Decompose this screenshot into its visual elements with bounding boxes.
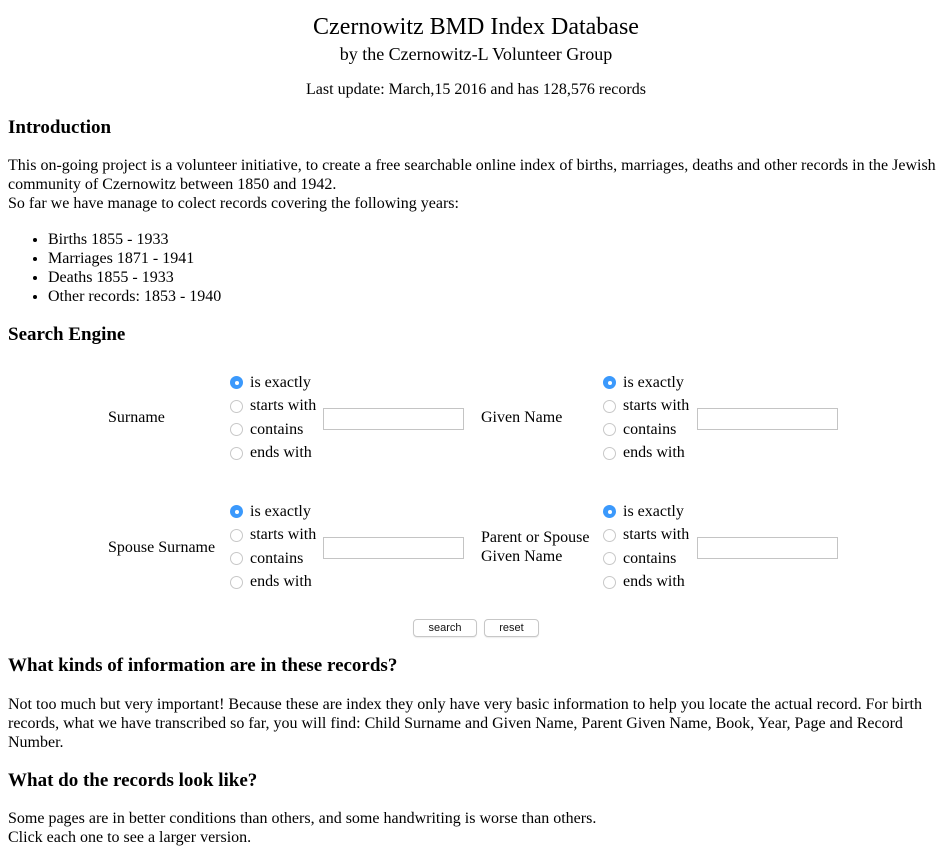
given-name-option-ends-with[interactable] — [603, 442, 689, 466]
radio-unchecked-icon[interactable] — [603, 400, 616, 413]
parent-spouse-option-is-exactly[interactable] — [603, 500, 689, 524]
given-name-input[interactable] — [697, 408, 838, 430]
option-label: ends with — [250, 573, 312, 591]
parent-spouse-option-ends-with[interactable] — [603, 571, 689, 595]
years-item-other: • Other records: 1853 - 1940 — [48, 287, 221, 306]
records-line-1: Some pages are in better conditions than others, and some handwriting is worse than others. — [8, 810, 597, 827]
years-item-marriages: • Marriages 1871 - 1941 — [48, 249, 221, 268]
intro-line-1: This on-going project is a volunteer initiative, to create a free searchable online index of births, marriages, deaths and other records in the Jewish — [8, 157, 936, 174]
surname-option-starts-with[interactable] — [230, 395, 316, 419]
search-button[interactable]: search — [413, 619, 477, 637]
radio-unchecked-icon[interactable] — [603, 529, 616, 542]
info-line-1: Not too much but very important! Because these are index they only have very basic information to help you locate the actual record. For birth — [8, 696, 922, 713]
spouse-surname-match-options — [230, 500, 316, 594]
info-paragraph — [8, 695, 944, 752]
years-list — [8, 230, 221, 306]
radio-checked-icon[interactable] — [603, 505, 616, 518]
radio-unchecked-icon[interactable] — [603, 552, 616, 565]
radio-checked-icon[interactable] — [603, 376, 616, 389]
option-label: starts with — [250, 397, 317, 415]
option-label: starts with — [623, 526, 690, 544]
info-line-2: records, what we have transcribed so far, you will find: Child Surname and Given Name, Parent Given Name, Book, Year, Page and Record — [8, 715, 903, 732]
intro-line-3: So far we have manage to colect records covering the following years: — [8, 195, 459, 212]
search-engine-heading: Search Engine — [8, 324, 126, 345]
info-heading: What kinds of information are in these records? — [8, 655, 398, 676]
parent-spouse-option-starts-with[interactable] — [603, 524, 689, 548]
spouse-surname-option-is-exactly[interactable] — [230, 500, 316, 524]
radio-unchecked-icon[interactable] — [603, 423, 616, 436]
parent-spouse-option-contains[interactable] — [603, 547, 689, 571]
label-line-2: Given Name — [481, 548, 563, 565]
reset-button[interactable]: reset — [484, 619, 539, 637]
parent-spouse-given-name-match-options — [603, 500, 689, 594]
spouse-surname-option-ends-with[interactable] — [230, 571, 316, 595]
option-label: is exactly — [623, 373, 684, 391]
option-label: ends with — [623, 444, 685, 462]
surname-option-contains[interactable] — [230, 418, 316, 442]
surname-option-is-exactly[interactable] — [230, 371, 316, 395]
spouse-surname-option-contains[interactable] — [230, 547, 316, 571]
radio-unchecked-icon[interactable] — [230, 529, 243, 542]
option-label: is exactly — [623, 502, 684, 520]
radio-unchecked-icon[interactable] — [230, 400, 243, 413]
radio-unchecked-icon[interactable] — [603, 447, 616, 460]
option-label: starts with — [623, 397, 690, 415]
given-name-option-is-exactly[interactable] — [603, 371, 689, 395]
option-label: contains — [250, 420, 304, 438]
page-title: Czernowitz BMD Index Database — [313, 14, 639, 40]
records-look-heading: What do the records look like? — [8, 770, 258, 791]
radio-unchecked-icon[interactable] — [603, 576, 616, 589]
option-label: starts with — [250, 526, 317, 544]
spouse-surname-option-starts-with[interactable] — [230, 524, 316, 548]
info-line-3: Number. — [8, 734, 64, 751]
radio-unchecked-icon[interactable] — [230, 423, 243, 436]
radio-unchecked-icon[interactable] — [230, 552, 243, 565]
given-name-option-contains[interactable] — [603, 418, 689, 442]
given-name-label: Given Name — [481, 409, 563, 426]
option-label: contains — [623, 420, 677, 438]
page-subtitle: by the Czernowitz-L Volunteer Group — [339, 44, 613, 64]
introduction-heading: Introduction — [8, 117, 112, 138]
records-line-2: Click each one to see a larger version. — [8, 829, 252, 846]
radio-unchecked-icon[interactable] — [230, 576, 243, 589]
surname-match-options — [230, 371, 316, 465]
option-label: is exactly — [250, 373, 311, 391]
years-item-births: • Births 1855 - 1933 — [48, 230, 221, 249]
given-name-match-options — [603, 371, 689, 465]
spouse-surname-label: Spouse Surname — [108, 539, 216, 556]
surname-input[interactable] — [323, 408, 464, 430]
option-label: ends with — [250, 444, 312, 462]
given-name-option-starts-with[interactable] — [603, 395, 689, 419]
option-label: ends with — [623, 573, 685, 591]
option-label: contains — [623, 549, 677, 567]
option-label: contains — [250, 549, 304, 567]
spouse-surname-input[interactable] — [323, 537, 464, 559]
label-line-1: Parent or Spouse — [481, 529, 590, 546]
introduction-paragraph — [8, 156, 944, 213]
surname-option-ends-with[interactable] — [230, 442, 316, 466]
radio-checked-icon[interactable] — [230, 505, 243, 518]
last-update-text: Last update: March,15 2016 and has 128,576 records — [306, 81, 646, 98]
surname-label: Surname — [108, 409, 165, 426]
radio-checked-icon[interactable] — [230, 376, 243, 389]
parent-spouse-given-name-label — [481, 528, 589, 566]
records-look-paragraph — [8, 809, 944, 847]
radio-unchecked-icon[interactable] — [230, 447, 243, 460]
years-item-deaths: • Deaths 1855 - 1933 — [48, 268, 221, 287]
parent-spouse-given-name-input[interactable] — [697, 537, 838, 559]
intro-line-2: community of Czernowitz between 1850 and 1942. — [8, 176, 337, 193]
option-label: is exactly — [250, 502, 311, 520]
